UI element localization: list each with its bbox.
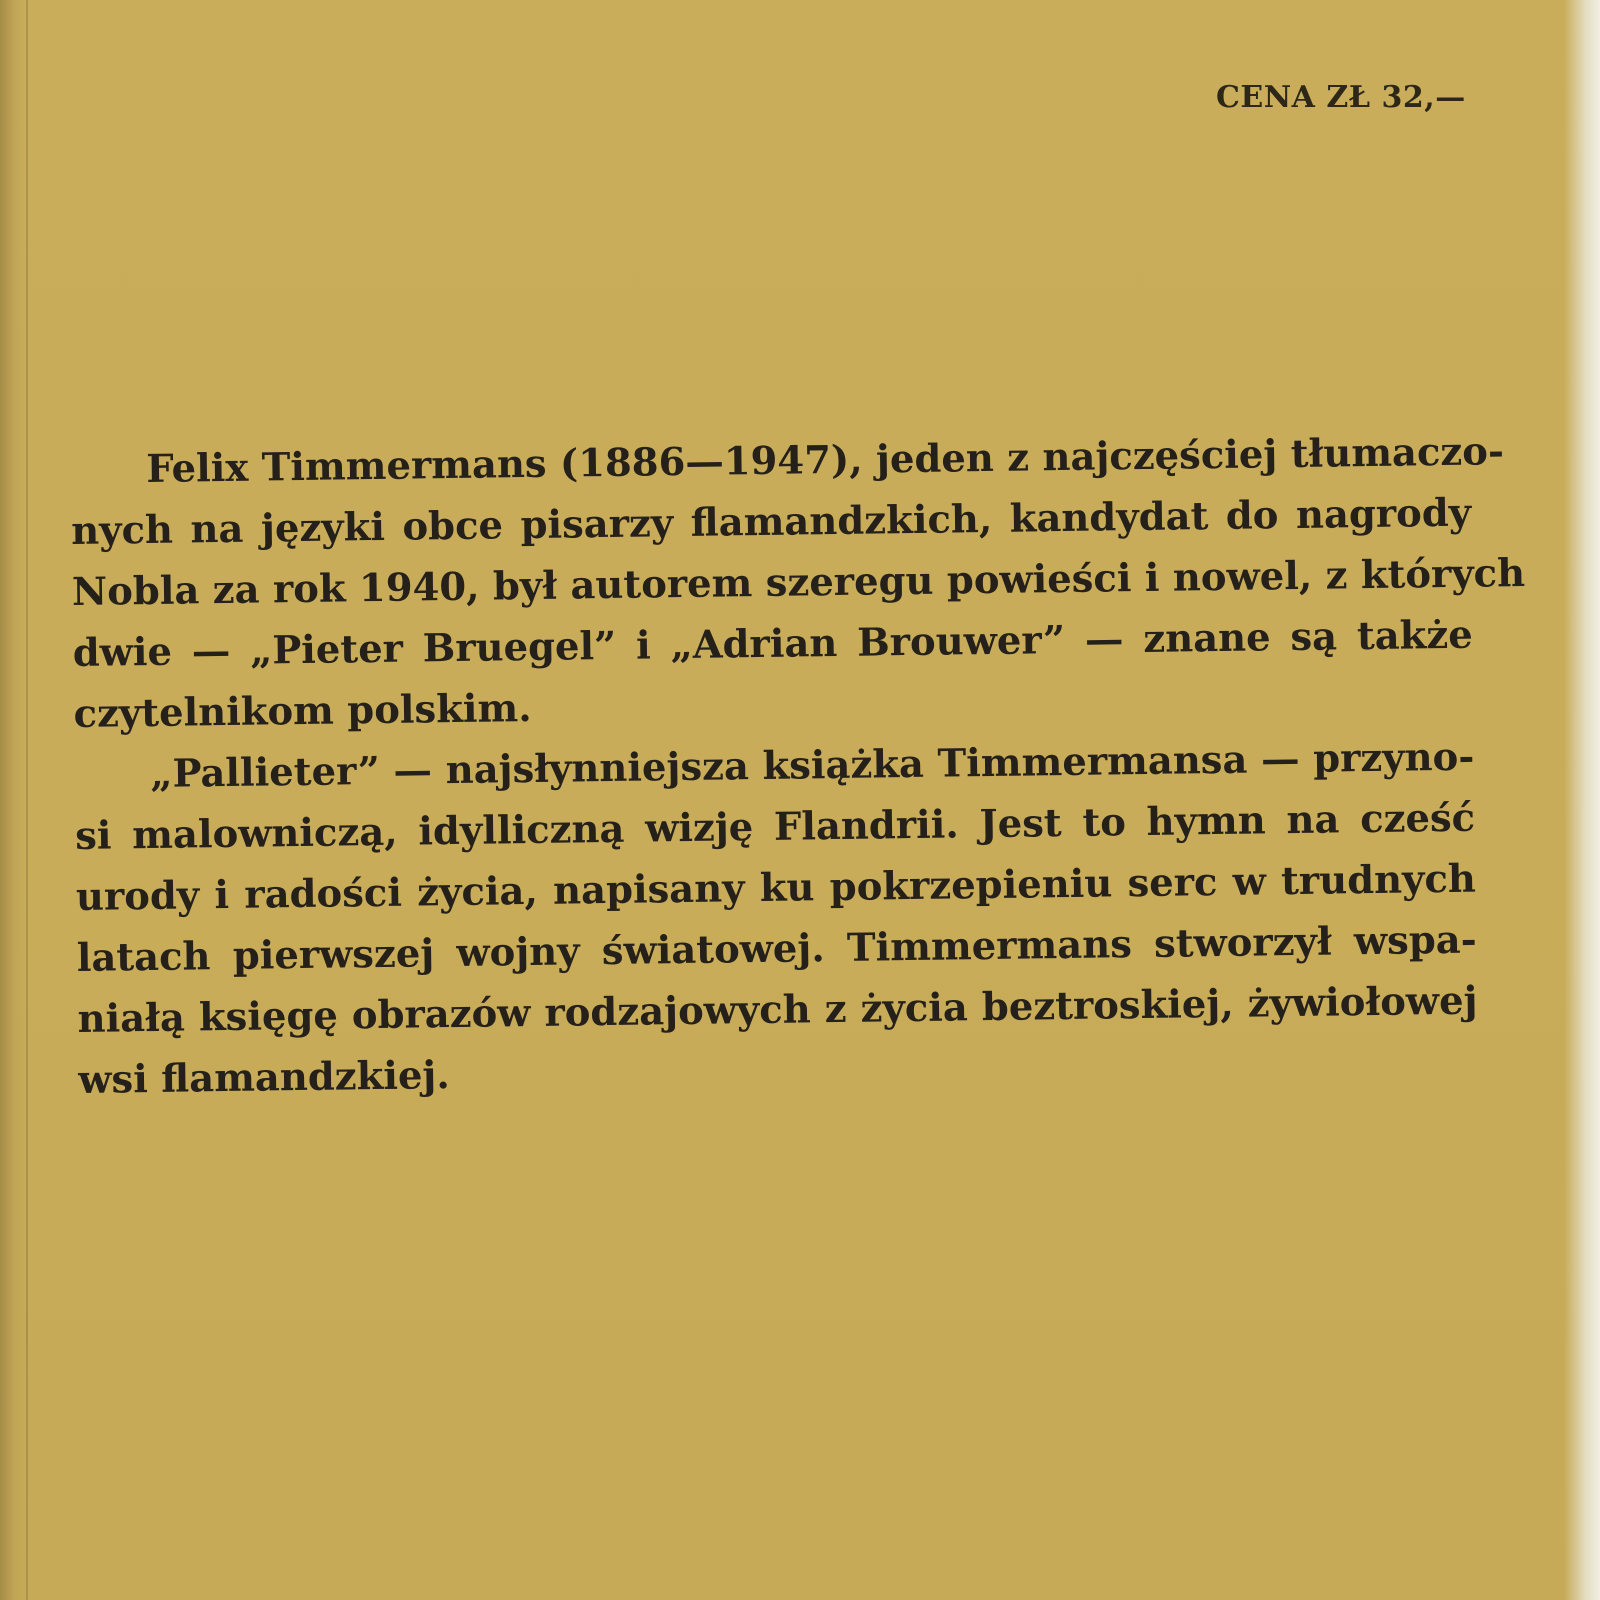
spine-shadow	[0, 0, 26, 1600]
book-blurb	[70, 422, 1526, 1111]
blurb-line: Felix Timmermans (1886—1947), jeden z najczęściej tłumaczo-	[146, 429, 1505, 493]
blurb-paragraph-1	[70, 422, 1526, 745]
blurb-line: czytelnikom polskim.	[73, 685, 532, 737]
blurb-line: nych na języki obce pisarzy flamandzkich, kandydat do nagrody	[70, 490, 1472, 554]
blurb-line: wsi flamandzkiej.	[78, 1053, 451, 1103]
blurb-line: si malowniczą, idylliczną wizję Flandrii. Jest to hymn na cześć	[74, 795, 1476, 859]
blurb-line: urody i radości życia, napisany ku pokrzepieniu serc w trudnych	[75, 856, 1477, 920]
blurb-paragraph-2	[74, 727, 1479, 1111]
blurb-line: „Pallieter” — najsłynniejsza książka Timmermansa — przyno-	[150, 734, 1475, 797]
blurb-line: niałą księgę obrazów rodzajowych z życia beztroskiej, żywiołowej	[77, 978, 1478, 1042]
page-edge	[1564, 0, 1600, 1600]
blurb-line: Nobla za rok 1940, był autorem szeregu powieści i nowel, z których	[71, 550, 1526, 615]
spine-edge	[26, 0, 28, 1600]
blurb-line: latach pierwszej wojny światowej. Timmermans stworzył wspa-	[76, 917, 1477, 981]
price-label: CENA ZŁ 32,—	[1216, 80, 1466, 115]
blurb-line: dwie — „Pieter Bruegel” i „Adrian Brouwer” — znane są także	[72, 612, 1473, 676]
